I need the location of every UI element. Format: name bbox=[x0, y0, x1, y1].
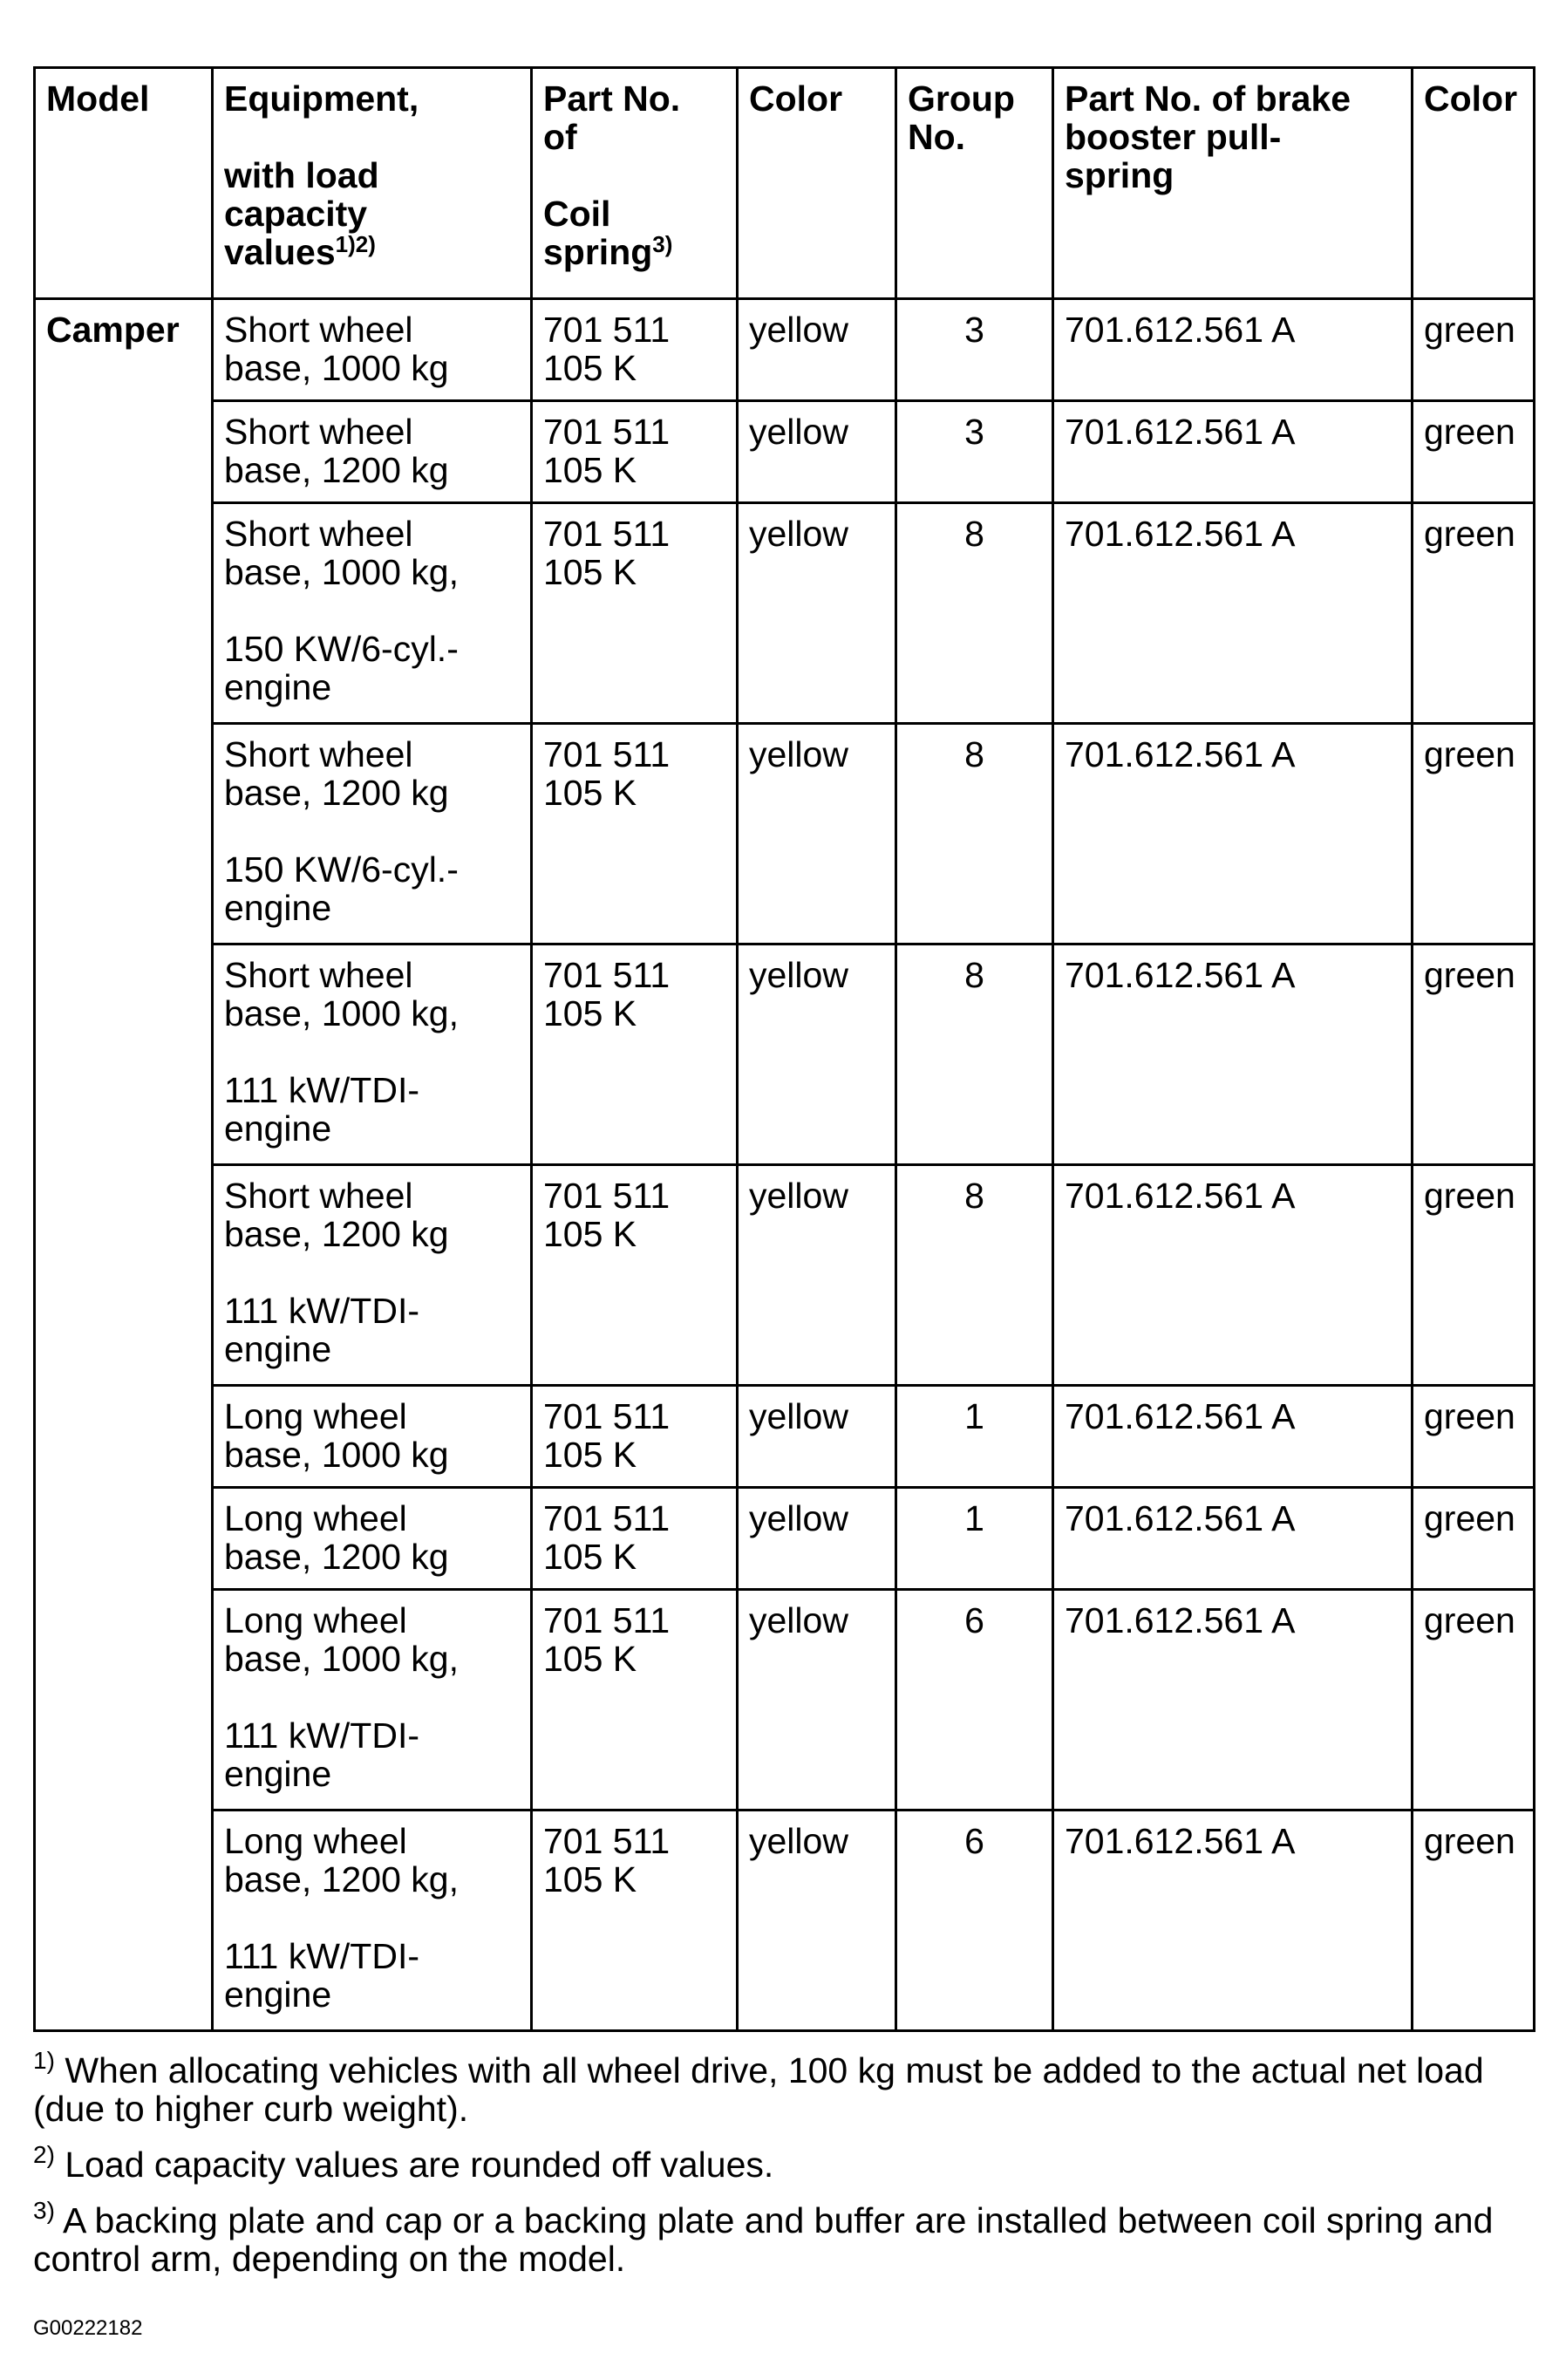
part-number-cell: 701 511 105 K bbox=[532, 401, 738, 503]
equipment-cell: Long wheel base, 1200 kg, 111 kW/TDI- engine bbox=[213, 1811, 532, 2031]
table-row bbox=[35, 1590, 1535, 1811]
color-cell: yellow bbox=[738, 1165, 896, 1386]
group-number-cell: 6 bbox=[896, 1811, 1053, 2031]
brake-booster-part-cell: 701.612.561 A bbox=[1053, 1811, 1413, 2031]
color-cell: yellow bbox=[738, 401, 896, 503]
color-2-cell: green bbox=[1413, 1165, 1535, 1386]
footnote-2: $^{2)}$ Load capacity values are rounded off values. bbox=[33, 2141, 774, 2185]
brake-booster-part-cell: 701.612.561 A bbox=[1053, 1386, 1413, 1488]
color-cell: yellow bbox=[738, 1386, 896, 1488]
brake-booster-part-cell: 701.612.561 A bbox=[1053, 1590, 1413, 1811]
table-row bbox=[35, 1165, 1535, 1386]
equipment-cell: Short wheel base, 1000 kg bbox=[213, 299, 532, 401]
brake-booster-part-cell: 701.612.561 A bbox=[1053, 503, 1413, 724]
header-model: Model bbox=[35, 68, 213, 299]
model-cell: Camper bbox=[35, 299, 213, 2031]
table-row bbox=[35, 401, 1535, 503]
footnote-3: $^{3)}$ A backing plate and cap or a backing plate and buffer are installed between coil spring and control arm, depending on the model. bbox=[33, 2197, 1494, 2279]
table-row bbox=[35, 1386, 1535, 1488]
color-cell: yellow bbox=[738, 1811, 896, 2031]
group-number-cell: 8 bbox=[896, 724, 1053, 944]
equipment-cell: Long wheel base, 1000 kg, 111 kW/TDI- engine bbox=[213, 1590, 532, 1811]
part-number-cell: 701 511 105 K bbox=[532, 944, 738, 1165]
group-number-cell: 8 bbox=[896, 503, 1053, 724]
equipment-cell: Short wheel base, 1000 kg, 111 kW/TDI- engine bbox=[213, 944, 532, 1165]
color-2-cell: green bbox=[1413, 1590, 1535, 1811]
brake-booster-part-cell: 701.612.561 A bbox=[1053, 299, 1413, 401]
table-row bbox=[35, 1488, 1535, 1590]
equipment-cell: Long wheel base, 1000 kg bbox=[213, 1386, 532, 1488]
brake-booster-part-cell: 701.612.561 A bbox=[1053, 724, 1413, 944]
header-equipment: Equipment, with load capacity values$^{1)2)}$ bbox=[213, 68, 532, 299]
table-header-row bbox=[35, 68, 1535, 299]
table-row bbox=[35, 1811, 1535, 2031]
color-2-cell: green bbox=[1413, 944, 1535, 1165]
color-2-cell: green bbox=[1413, 503, 1535, 724]
footnote-ref: 1)2) bbox=[335, 231, 376, 257]
color-2-cell: green bbox=[1413, 299, 1535, 401]
header-color-2: Color bbox=[1413, 68, 1535, 299]
table-body bbox=[35, 299, 1535, 2031]
equipment-cell: Short wheel base, 1200 kg 111 kW/TDI- engine bbox=[213, 1165, 532, 1386]
color-2-cell: green bbox=[1413, 1811, 1535, 2031]
color-cell: yellow bbox=[738, 299, 896, 401]
equipment-cell: Short wheel base, 1000 kg, 150 KW/6-cyl.- engine bbox=[213, 503, 532, 724]
part-number-cell: 701 511 105 K bbox=[532, 1165, 738, 1386]
header-brake-booster-part: Part No. of brake booster pull- spring bbox=[1053, 68, 1413, 299]
part-number-cell: 701 511 105 K bbox=[532, 503, 738, 724]
coil-spring-allocation-table bbox=[33, 66, 1535, 2032]
color-cell: yellow bbox=[738, 503, 896, 724]
part-number-cell: 701 511 105 K bbox=[532, 1386, 738, 1488]
group-number-cell: 8 bbox=[896, 944, 1053, 1165]
group-number-cell: 3 bbox=[896, 401, 1053, 503]
equipment-cell: Short wheel base, 1200 kg 150 KW/6-cyl.- engine bbox=[213, 724, 532, 944]
group-number-cell: 1 bbox=[896, 1488, 1053, 1590]
color-2-cell: green bbox=[1413, 1488, 1535, 1590]
group-number-cell: 3 bbox=[896, 299, 1053, 401]
table-row bbox=[35, 503, 1535, 724]
color-cell: yellow bbox=[738, 724, 896, 944]
part-number-cell: 701 511 105 K bbox=[532, 1488, 738, 1590]
equipment-cell: Long wheel base, 1200 kg bbox=[213, 1488, 532, 1590]
color-cell: yellow bbox=[738, 944, 896, 1165]
part-number-cell: 701 511 105 K bbox=[532, 1590, 738, 1811]
header-group-no: Group No. bbox=[896, 68, 1053, 299]
part-number-cell: 701 511 105 K bbox=[532, 299, 738, 401]
footnotes bbox=[33, 2047, 1533, 2295]
brake-booster-part-cell: 701.612.561 A bbox=[1053, 1165, 1413, 1386]
part-number-cell: 701 511 105 K bbox=[532, 1811, 738, 2031]
figure-id: G00222182 bbox=[33, 2316, 143, 2340]
footnote-ref: 3) bbox=[652, 231, 673, 257]
color-2-cell: green bbox=[1413, 401, 1535, 503]
group-number-cell: 8 bbox=[896, 1165, 1053, 1386]
group-number-cell: 1 bbox=[896, 1386, 1053, 1488]
color-2-cell: green bbox=[1413, 724, 1535, 944]
equipment-cell: Short wheel base, 1200 kg bbox=[213, 401, 532, 503]
header-color: Color bbox=[738, 68, 896, 299]
color-cell: yellow bbox=[738, 1488, 896, 1590]
footnote-1: $^{1)}$ When allocating vehicles with all wheel drive, 100 kg must be added to the actual net load (due to higher curb weight). bbox=[33, 2047, 1484, 2129]
color-2-cell: green bbox=[1413, 1386, 1535, 1488]
group-number-cell: 6 bbox=[896, 1590, 1053, 1811]
table-row bbox=[35, 299, 1535, 401]
color-cell: yellow bbox=[738, 1590, 896, 1811]
part-number-cell: 701 511 105 K bbox=[532, 724, 738, 944]
brake-booster-part-cell: 701.612.561 A bbox=[1053, 944, 1413, 1165]
header-part-no: Part No. of Coil spring$^{3)}$ bbox=[532, 68, 738, 299]
table-row bbox=[35, 724, 1535, 944]
table-row bbox=[35, 944, 1535, 1165]
brake-booster-part-cell: 701.612.561 A bbox=[1053, 1488, 1413, 1590]
brake-booster-part-cell: 701.612.561 A bbox=[1053, 401, 1413, 503]
